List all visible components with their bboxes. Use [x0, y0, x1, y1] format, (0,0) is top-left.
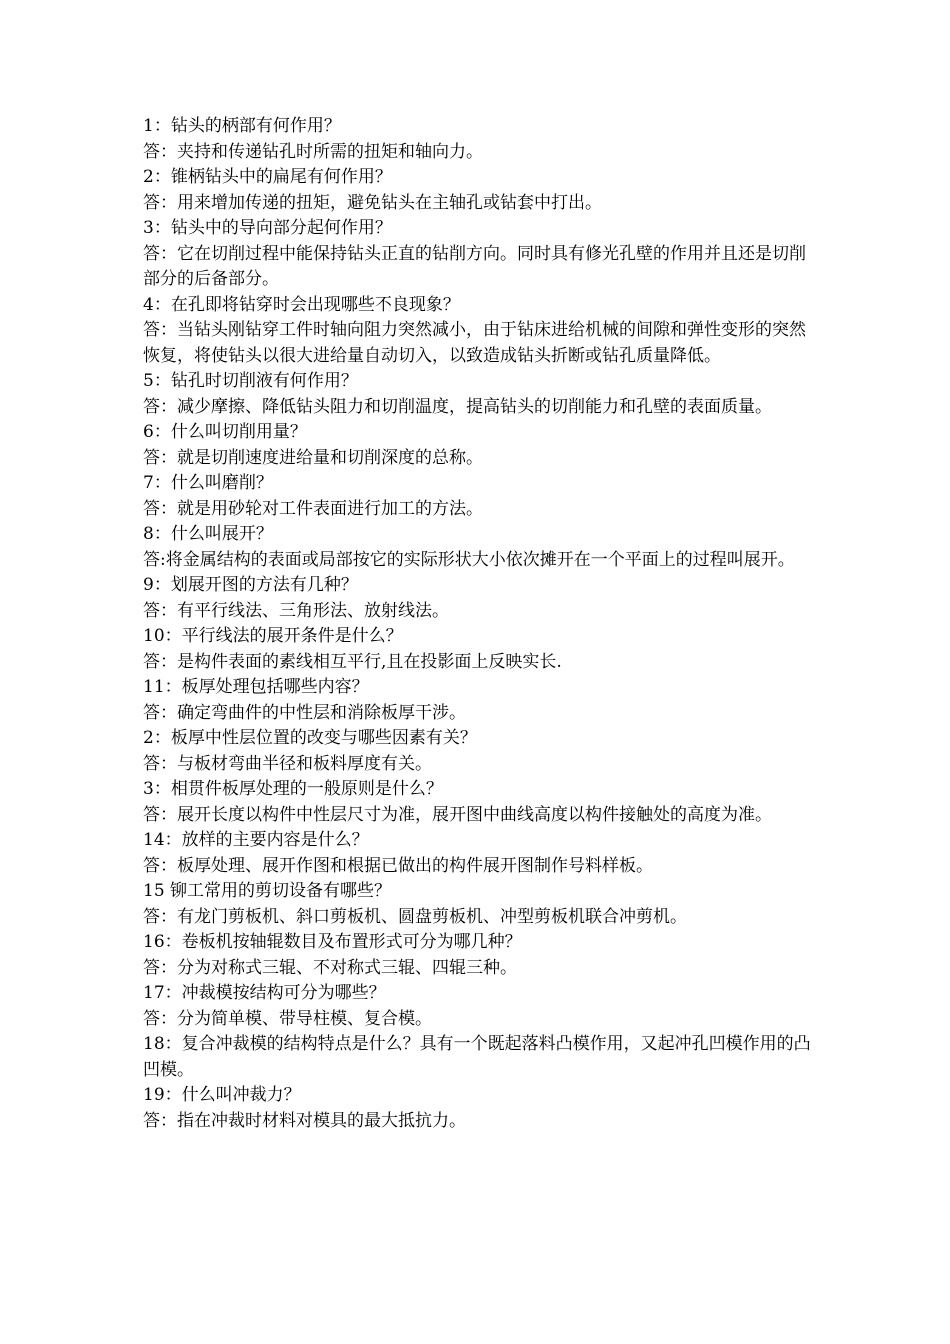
answer-10: 答：是构件表面的素线相互平行,且在投影面上反映实长. — [143, 651, 562, 672]
question-14: 14：放样的主要内容是什么？ — [143, 830, 369, 850]
answer-7: 答：就是用砂轮对工件表面进行加工的方法。 — [143, 498, 483, 519]
answer-2: 答：用来增加传递的扭矩，避免钻头在主轴孔或钻套中打出。 — [143, 192, 602, 213]
answer-12: 答：与板材弯曲半径和板料厚度有关。 — [143, 753, 432, 774]
answer-17: 答：分为简单模、带导柱模、复合模。 — [143, 1008, 432, 1029]
question-18: 18：复合冲裁模的结构特点是什么？具有一个既起落料凸模作用，又起冲孔凹模作用的凸凹模。 — [143, 1034, 811, 1080]
document-body — [143, 114, 811, 1134]
question-17: 17：冲裁模按结构可分为哪些？ — [143, 983, 386, 1003]
answer-14: 答：板厚处理、展开作图和根据已做出的构件展开图制作号料样板。 — [143, 855, 653, 876]
question-13: 3：相贯件板厚处理的一般原则是什么？ — [143, 779, 443, 799]
question-4: 4：在孔即将钻穿时会出现哪些不良现象？ — [143, 294, 460, 315]
question-6: 6：什么叫切削用量？ — [143, 422, 307, 442]
answer-5: 答：减少摩擦、降低钻头阻力和切削温度，提高钻头的切削能力和孔壁的表面质量。 — [143, 396, 772, 417]
answer-19: 答：指在冲裁时材料对模具的最大抵抗力。 — [143, 1110, 466, 1131]
question-1: 1：钻头的柄部有何作用？ — [143, 116, 341, 136]
question-9: 9：划展开图的方法有几种？ — [143, 575, 358, 595]
answer-4: 答：当钻头刚钻穿工件时轴向阻力突然减小，由于钻床进给机械的间隙和弹性变形的突然恢复，将使钻头以很大进给量自动切入，以致造成钻头折断或钻孔质量降低。 — [143, 320, 806, 366]
answer-9: 答：有平行线法、三角形法、放射线法。 — [143, 600, 449, 621]
answer-3: 答：它在切削过程中能保持钻头正直的钻削方向。同时具有修光孔壁的作用并且还是切削部分的后备部分。 — [143, 243, 806, 289]
question-10: 10：平行线法的展开条件是什么？ — [143, 626, 403, 646]
question-19: 19：什么叫冲裁力？ — [143, 1085, 301, 1105]
answer-13: 答：展开长度以构件中性层尺寸为准，展开图中曲线高度以构件接触处的高度为准。 — [143, 804, 772, 825]
question-2: 2：锥柄钻头中的扁尾有何作用？ — [143, 167, 392, 187]
question-15: 15 铆工常用的剪切设备有哪些？ — [143, 881, 392, 901]
question-5: 5：钻孔时切削液有何作用？ — [143, 371, 358, 391]
answer-1: 答：夹持和传递钻孔时所需的扭矩和轴向力。 — [143, 141, 483, 162]
question-3: 3：钻头中的导向部分起何作用？ — [143, 218, 392, 238]
question-8: 8：什么叫展开？ — [143, 524, 273, 544]
answer-6: 答：就是切削速度进给量和切削深度的总称。 — [143, 447, 483, 468]
question-7: 7：什么叫磨削？ — [143, 473, 273, 493]
answer-16: 答：分为对称式三辊、不对称式三辊、四辊三种。 — [143, 957, 517, 978]
answer-8: 答:将金属结构的表面或局部按它的实际形状大小依次摊开在一个平面上的过程叫展开。 — [143, 549, 795, 570]
answer-15: 答：有龙门剪板机、斜口剪板机、圆盘剪板机、冲型剪板机联合冲剪机。 — [143, 906, 687, 927]
question-12: 2：板厚中性层位置的改变与哪些因素有关？ — [143, 728, 477, 748]
question-16: 16：卷板机按轴辊数目及布置形式可分为哪几种？ — [143, 932, 522, 952]
question-11: 11：板厚处理包括哪些内容？ — [143, 677, 369, 697]
answer-11: 答：确定弯曲件的中性层和消除板厚干涉。 — [143, 702, 466, 723]
